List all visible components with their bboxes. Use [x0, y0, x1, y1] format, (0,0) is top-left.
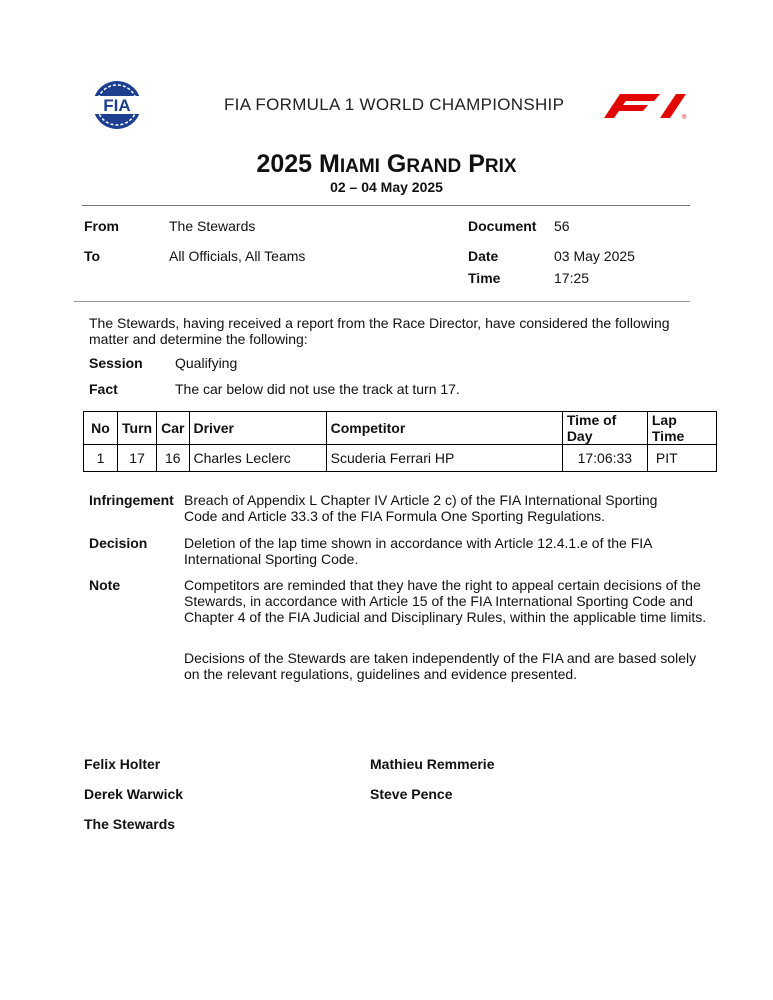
col-turn-header: Turn	[118, 412, 157, 445]
document-label: Document	[468, 218, 537, 234]
cell-turn: 17	[118, 445, 157, 472]
to-label: To	[84, 248, 101, 264]
infringement-text: Breach of Appendix L Chapter IV Article 2 c) of the FIA International Sporting Code and Article 33.3 of the FIA Formula One Sporting Regulations.	[184, 492, 658, 524]
col-car-header: Car	[157, 412, 189, 445]
f1-logo	[590, 90, 690, 120]
col-competitor-header: Competitor	[326, 412, 562, 445]
fact-label: Fact	[89, 381, 118, 397]
time-value: 17:25	[554, 270, 590, 286]
table-row	[84, 445, 717, 472]
cell-driver: Charles Leclerc	[189, 445, 326, 472]
decision-label: Decision	[89, 535, 148, 551]
note-paragraph-2: Decisions of the Stewards are taken independently of the FIA and are based solely on the relevant regulations, guidelines and evidence presented.	[184, 650, 697, 682]
cell-car: 16	[157, 445, 189, 472]
fact-value: The car below did not use the track at turn 17.	[175, 381, 460, 397]
fia-logo	[82, 79, 152, 131]
championship-title: FIA FORMULA 1 WORLD CHAMPIONSHIP	[224, 95, 565, 114]
col-lap-time-header: Lap Time	[647, 412, 716, 445]
title-word-1: MIAMI	[319, 150, 380, 178]
document-value: 56	[554, 218, 570, 234]
session-value: Qualifying	[175, 355, 238, 371]
stewards-closing: The Stewards	[84, 816, 176, 832]
date-value: 03 May 2025	[554, 248, 635, 264]
steward-name: Mathieu Remmerie	[370, 756, 495, 772]
col-driver-header: Driver	[189, 412, 326, 445]
event-title	[0, 150, 773, 179]
event-dates: 02 – 04 May 2025	[330, 179, 443, 195]
col-no-header: No	[84, 412, 118, 445]
fact-table	[83, 411, 717, 472]
steward-name: Steve Pence	[370, 786, 453, 802]
table-header-row	[84, 412, 717, 445]
col-time-of-day-header: Time of Day	[562, 412, 647, 445]
cell-no: 1	[84, 445, 118, 472]
steward-name: Felix Holter	[84, 756, 161, 772]
cell-competitor: Scuderia Ferrari HP	[326, 445, 562, 472]
session-label: Session	[89, 355, 143, 371]
divider-top	[82, 205, 690, 206]
note-label: Note	[89, 577, 121, 593]
to-value: All Officials, All Teams	[169, 248, 306, 264]
divider-meta	[74, 301, 690, 302]
note-paragraph-1: Competitors are reminded that they have the right to appeal certain decisions of the Stewards, in accordance with Article 15 of the FIA International Sporting Code and Chapter 4 of the FIA Judicial and Disciplinary Rules, within the applicable time limits.	[184, 577, 707, 625]
cell-time-of-day: 17:06:33	[562, 445, 647, 472]
from-label: From	[84, 218, 119, 234]
time-label: Time	[468, 270, 501, 286]
date-label: Date	[468, 248, 499, 264]
title-word-3: PRIX	[468, 150, 517, 178]
from-value: The Stewards	[169, 218, 256, 234]
svg-text:®: ®	[682, 115, 687, 120]
decision-text: Deletion of the lap time shown in accordance with Article 12.4.1.e of the FIA International Sporting Code.	[184, 535, 653, 567]
steward-name: Derek Warwick	[84, 786, 184, 802]
infringement-label: Infringement	[89, 492, 174, 508]
title-year: 2025	[256, 150, 313, 178]
title-word-2: GRAND	[386, 150, 462, 178]
intro-text: The Stewards, having received a report from the Race Director, have considered the following matter and determine the following:	[89, 315, 670, 347]
cell-lap-time: PIT	[647, 445, 716, 472]
fia-logo-text: FIA	[103, 96, 131, 115]
